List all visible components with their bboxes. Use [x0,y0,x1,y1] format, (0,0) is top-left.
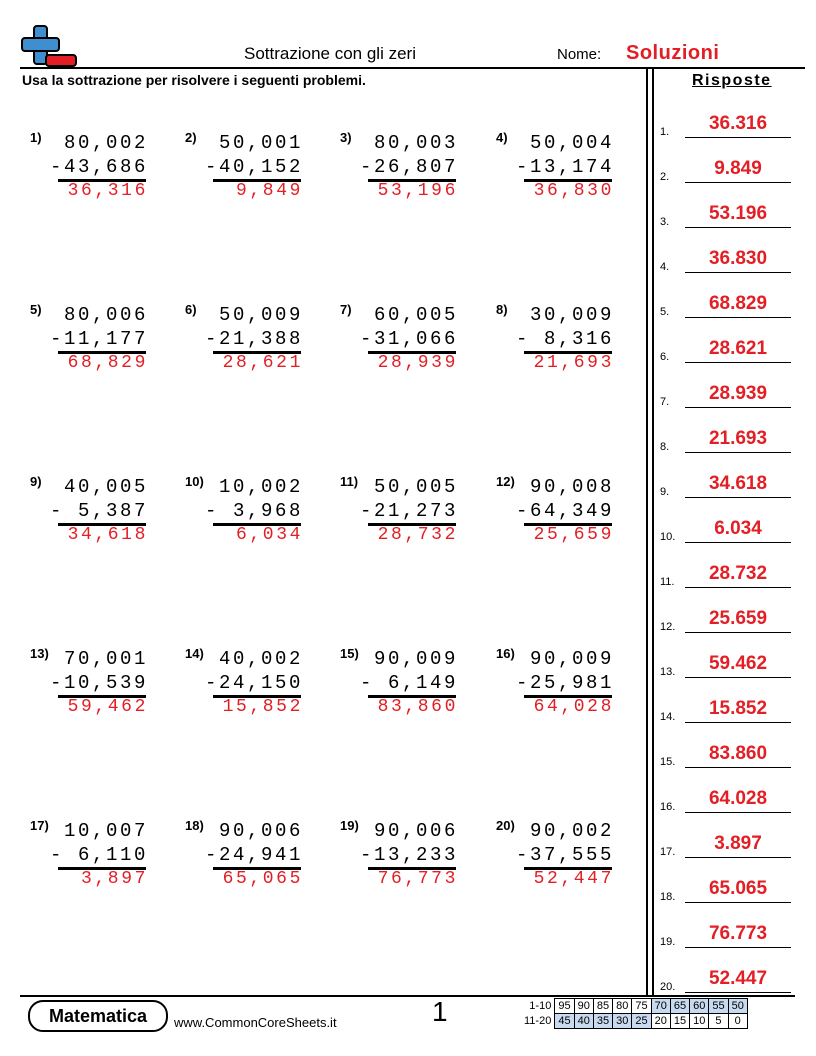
answer-line [685,857,791,858]
minuend: 90,002 [529,820,614,842]
answer-number: 13. [660,666,676,678]
problem-answer: 76,773 [377,869,458,889]
minuend: 40,002 [218,648,303,670]
minuend: 90,009 [373,648,458,670]
answer-line [685,767,791,768]
answer-line [685,317,791,318]
problem-number: 6) [185,302,197,317]
minuend: 70,001 [63,648,148,670]
minuend: 50,004 [529,132,614,154]
problem-answer: 36,830 [533,181,614,201]
problem [496,130,626,220]
problem [496,302,626,392]
answer-row [660,783,795,813]
problem [185,474,315,564]
minuend: 50,001 [218,132,303,154]
answer-line [685,992,791,993]
answer-line [685,587,791,588]
problem-answer: 65,065 [222,869,303,889]
answer-row [660,918,795,948]
subtrahend: -40,152 [205,156,304,178]
minuend: 90,008 [529,476,614,498]
problem-answer: 28,939 [377,353,458,373]
subtrahend: - 3,968 [205,500,304,522]
subtrahend: -10,539 [50,672,149,694]
problem-number: 17) [30,818,49,833]
answer-row [660,558,795,588]
minuend: 10,007 [63,820,148,842]
answers-title: Risposte [692,72,772,89]
answer-number: 16. [660,801,676,813]
answers-column-divider [652,68,654,995]
answer-number: 8. [660,441,670,453]
score-cell: 65 [670,999,689,1014]
problem-answer: 64,028 [533,697,614,717]
answer-line [685,947,791,948]
problem-number: 2) [185,130,197,145]
answer-row [660,243,795,273]
minuend: 90,006 [373,820,458,842]
score-cell: 15 [670,1014,689,1029]
subtrahend: -13,174 [516,156,615,178]
subtrahend: -31,066 [360,328,459,350]
score-cell: 10 [690,1014,709,1029]
minuend: 90,006 [218,820,303,842]
score-cell: 85 [593,999,612,1014]
answer-number: 12. [660,621,676,633]
answer-value: 6.034 [714,518,762,539]
subtrahend: -37,555 [516,844,615,866]
answer-row [660,873,795,903]
problem-answer: 28,732 [377,525,458,545]
problem-answer: 83,860 [377,697,458,717]
problem-answer: 6,034 [235,525,303,545]
subtrahend: - 6,149 [360,672,459,694]
answer-line [685,362,791,363]
answer-value: 21.693 [708,428,768,449]
answer-value: 36.316 [708,113,768,134]
problem-number: 19) [340,818,359,833]
score-cell: 95 [555,999,574,1014]
problem [30,818,160,908]
problem-number: 9) [30,474,42,489]
answer-number: 19. [660,936,676,948]
subtrahend: -26,807 [360,156,459,178]
answer-row [660,153,795,183]
answer-line [685,497,791,498]
score-cell: 45 [555,1014,574,1029]
answer-value: 3.897 [714,833,762,854]
problem [340,130,470,220]
problem-answer: 21,693 [533,353,614,373]
score-cell: 70 [651,999,670,1014]
answer-value: 25.659 [708,608,768,629]
minuend: 50,009 [218,304,303,326]
problem-number: 20) [496,818,515,833]
score-row-label: 1-10 [529,1000,552,1012]
answer-row [660,693,795,723]
answer-value: 34.618 [708,473,768,494]
answer-value: 64.028 [708,788,768,809]
score-cell: 90 [574,999,593,1014]
answer-number: 18. [660,891,676,903]
score-cell: 80 [613,999,632,1014]
problem-number: 15) [340,646,359,661]
score-cell: 60 [690,999,709,1014]
problem [340,474,470,564]
answer-value: 28.732 [708,563,768,584]
answer-line [685,272,791,273]
problem [340,646,470,736]
subtrahend: - 8,316 [516,328,615,350]
subtrahend: -21,273 [360,500,459,522]
score-cell: 75 [632,999,651,1014]
subtrahend: -64,349 [516,500,615,522]
answer-number: 9. [660,486,670,498]
problem-answer: 52,447 [533,869,614,889]
problem [30,646,160,736]
answer-row [660,423,795,453]
answer-number: 11. [660,576,675,588]
score-cell: 5 [709,1014,728,1029]
name-label: Nome: [557,46,602,63]
answer-line [685,182,791,183]
problem [30,130,160,220]
answer-value: 76.773 [708,923,768,944]
subtrahend: - 5,387 [50,500,149,522]
answer-row [660,963,795,993]
answer-row [660,828,795,858]
answer-number: 6. [660,351,670,363]
answer-line [685,452,791,453]
minuend: 40,005 [63,476,148,498]
minuend: 50,005 [373,476,458,498]
minuend: 30,009 [529,304,614,326]
score-cell: 55 [709,999,728,1014]
answer-row [660,198,795,228]
score-cell: 20 [651,1014,670,1029]
problem-number: 10) [185,474,204,489]
answer-row [660,513,795,543]
answer-line [685,407,791,408]
answer-value: 36.830 [708,248,768,269]
answer-value: 83.860 [708,743,768,764]
subtrahend: -24,150 [205,672,304,694]
problem [185,646,315,736]
score-cell: 30 [613,1014,632,1029]
minuend: 90,009 [529,648,614,670]
answer-line [685,227,791,228]
score-cell: 25 [632,1014,651,1029]
footer-divider [20,995,795,997]
answer-number: 14. [660,711,676,723]
problem-answer: 28,621 [222,353,303,373]
problem [185,818,315,908]
problem [185,130,315,220]
answer-value: 15.852 [708,698,768,719]
subtrahend: -13,233 [360,844,459,866]
answer-line [685,137,791,138]
answer-line [685,722,791,723]
answer-number: 15. [660,756,676,768]
score-row [524,1014,747,1029]
problem-number: 4) [496,130,508,145]
problem [496,646,626,736]
problem-number: 8) [496,302,508,317]
problem-number: 1) [30,130,42,145]
subtrahend: - 6,110 [50,844,149,866]
problem [340,818,470,908]
answer-number: 20. [660,981,676,993]
page-title: Sottrazione con gli zeri [244,44,416,63]
answer-row [660,603,795,633]
answer-value: 68.829 [708,293,768,314]
problem [30,474,160,564]
problem-number: 18) [185,818,204,833]
problem-answer: 36,316 [67,181,148,201]
problem-answer: 9,849 [235,181,303,201]
problem-number: 3) [340,130,352,145]
answer-row [660,468,795,498]
answer-value: 65.065 [708,878,768,899]
problem-number: 13) [30,646,49,661]
problem [30,302,160,392]
answer-line [685,812,791,813]
problem-answer: 59,462 [67,697,148,717]
problem-number: 11) [340,474,359,489]
answer-value: 59.462 [708,653,768,674]
answer-number: 5. [660,306,670,318]
answer-line [685,677,791,678]
answer-line [685,632,791,633]
subtrahend: -25,981 [516,672,615,694]
answers-column-divider [646,68,648,995]
problem [185,302,315,392]
answer-row [660,738,795,768]
name-value: Soluzioni [626,42,720,64]
subtrahend: -24,941 [205,844,304,866]
minuend: 80,002 [63,132,148,154]
answer-value: 53.196 [708,203,768,224]
score-cell: 0 [728,1014,747,1029]
problem-answer: 53,196 [377,181,458,201]
answer-row [660,108,795,138]
subtrahend: -43,686 [50,156,149,178]
answer-line [685,902,791,903]
problem [496,474,626,564]
problem-answer: 25,659 [533,525,614,545]
answer-row [660,288,795,318]
minuend: 80,006 [63,304,148,326]
answer-number: 3. [660,216,670,228]
answer-line [685,542,791,543]
answer-value: 52.447 [708,968,768,989]
answer-number: 7. [660,396,670,408]
problem-answer: 68,829 [67,353,148,373]
problem-number: 16) [496,646,515,661]
answer-row [660,378,795,408]
problem [340,302,470,392]
answer-row [660,648,795,678]
answer-number: 2. [660,171,670,183]
answer-row [660,333,795,363]
problem [496,818,626,908]
subtrahend: -11,177 [50,328,149,350]
brand-badge: Matematica [28,1000,168,1032]
problem-number: 12) [496,474,515,489]
problem-answer: 3,897 [80,869,148,889]
answer-number: 17. [660,846,676,858]
minuend: 80,003 [373,132,458,154]
minuend: 60,005 [373,304,458,326]
answer-number: 1. [660,126,670,138]
instructions: Usa la sottrazione per risolvere i seguenti problemi. [22,72,366,88]
subtrahend: -21,388 [205,328,304,350]
score-row [524,999,747,1014]
answer-number: 10. [660,531,676,543]
answer-number: 4. [660,261,670,273]
score-table [524,998,748,1029]
answer-value: 28.939 [708,383,768,404]
problem-number: 5) [30,302,42,317]
score-cell: 40 [574,1014,593,1029]
score-cell: 35 [593,1014,612,1029]
problem-answer: 34,618 [67,525,148,545]
header-divider [20,67,805,69]
score-row-label: 11-20 [524,1015,552,1027]
minuend: 10,002 [218,476,303,498]
problem-number: 7) [340,302,352,317]
problem-answer: 15,852 [222,697,303,717]
answer-value: 28.621 [708,338,768,359]
score-cell: 50 [728,999,747,1014]
website-link: www.CommonCoreSheets.it [174,1015,337,1030]
problem-number: 14) [185,646,204,661]
page-number: 1 [432,996,448,1027]
answer-value: 9.849 [714,158,762,179]
